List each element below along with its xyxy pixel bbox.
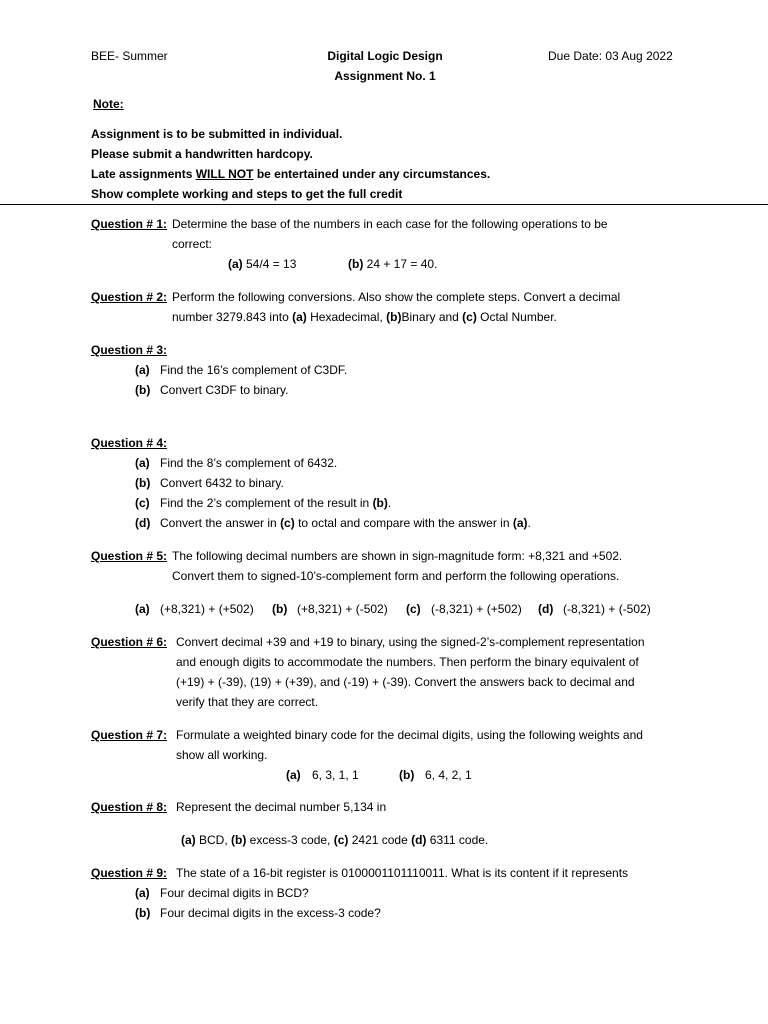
question-4-part-b: (b) Convert 6432 to binary. [135, 476, 284, 490]
question-5-text: Convert them to signed-10’s-complement form and perform the following operations. [172, 569, 620, 583]
question-1-text: Determine the base of the numbers in each case for the following operations to be [172, 217, 608, 231]
question-1-text: correct: [172, 237, 213, 251]
question-9-label: Question # 9: [91, 866, 168, 880]
question-7-part-b: (b) 6, 4, 2, 1 [399, 768, 472, 782]
question-4-part-c: (c) Find the 2’s complement of the result in (b). [135, 496, 392, 510]
note-label: Note: [93, 97, 124, 111]
question-8-text: Represent the decimal number 5,134 in [176, 800, 387, 814]
note-line: Late assignments WILL NOT be entertained under any circumstances. [91, 167, 491, 181]
question-2-text: number 3279.843 into (a) Hexadecimal, (b)Binary and (c) Octal Number. [172, 310, 557, 324]
note-line: Please submit a handwritten hardcopy. [91, 147, 313, 161]
question-3-label: Question # 3: [91, 343, 168, 357]
question-1-part-a: (a) 54/4 = 13 [228, 257, 297, 271]
due-date: Due Date: 03 Aug 2022 [548, 49, 673, 63]
question-7-part-a: (a) 6, 3, 1, 1 [286, 768, 359, 782]
course-title: Digital Logic Design [327, 49, 443, 63]
question-9-part-a: (a) Four decimal digits in BCD? [135, 886, 309, 900]
question-9-text: The state of a 16-bit register is 0100001101110011. What is its content if it represents [176, 866, 629, 880]
question-5-part-a: (a) (+8,321) + (+502) [135, 602, 254, 616]
question-6-text: verify that they are correct. [176, 695, 319, 709]
question-5-part-d: (d) (-8,321) + (-502) [538, 602, 651, 616]
question-7-text: show all working. [176, 748, 268, 762]
question-9-part-b: (b) Four decimal digits in the excess-3 code? [135, 906, 381, 920]
question-2-text: Perform the following conversions. Also show the complete steps. Convert a decimal [172, 290, 621, 304]
header-divider [0, 204, 768, 205]
question-3-part-b: (b) Convert C3DF to binary. [135, 383, 289, 397]
assignment-number: Assignment No. 1 [334, 69, 436, 83]
question-4-part-d: (d) Convert the answer in (c) to octal and compare with the answer in (a). [135, 516, 531, 530]
will-not-emphasis: WILL NOT [195, 167, 254, 181]
question-6-text: and enough digits to accommodate the numbers. Then perform the binary equivalent of [176, 655, 639, 669]
note-block [91, 124, 490, 204]
question-6-label: Question # 6: [91, 635, 168, 649]
note-line: Assignment is to be submitted in individual. [91, 127, 343, 141]
question-7-label: Question # 7: [91, 728, 168, 742]
question-2-label: Question # 2: [91, 290, 168, 304]
question-5-part-b: (b) (+8,321) + (-502) [272, 602, 388, 616]
question-4-part-a: (a) Find the 8’s complement of 6432. [135, 456, 338, 470]
question-5-text: The following decimal numbers are shown in sign-magnitude form: +8,321 and +502. [172, 549, 623, 563]
note-line: Show complete working and steps to get the full credit [91, 187, 403, 201]
question-6-text: (+19) + (-39), (19) + (+39), and (-19) + (-39). Convert the answers back to decimal and [176, 675, 635, 689]
document-title [305, 46, 465, 86]
question-8-parts: (a) BCD, (b) excess-3 code, (c) 2421 code (d) 6311 code. [181, 833, 489, 847]
question-1-label: Question # 1: [91, 217, 168, 231]
question-5-part-c: (c) (-8,321) + (+502) [406, 602, 522, 616]
question-5-label: Question # 5: [91, 549, 168, 563]
question-8-label: Question # 8: [91, 800, 168, 814]
question-1-part-b: (b) 24 + 17 = 40. [348, 257, 438, 271]
question-3-part-a: (a) Find the 16’s complement of C3DF. [135, 363, 348, 377]
question-6-text: Convert decimal +39 and +19 to binary, using the signed-2’s-complement representation [176, 635, 645, 649]
question-4-label: Question # 4: [91, 436, 168, 450]
course-code: BEE- Summer [91, 49, 168, 63]
question-7-text: Formulate a weighted binary code for the decimal digits, using the following weights and [176, 728, 643, 742]
